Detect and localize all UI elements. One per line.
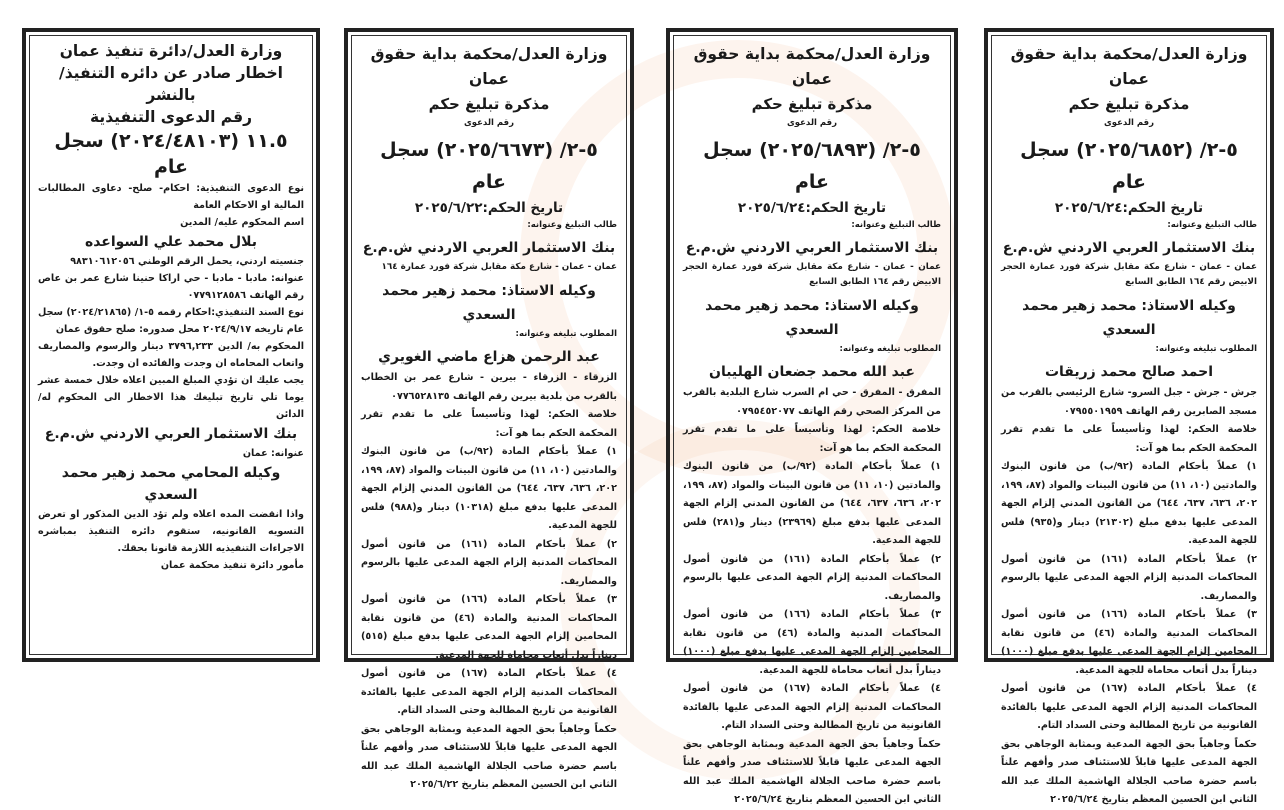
judgment-summary: خلاصة الحكم: لهذا وتأسيساً على ما تقدم تقرر المحكمة الحكم بما هو آت: [361,409,617,439]
case-number: ٥-٢/ (٢٠٢٥/٦٨٥٢) سجل عام [1020,139,1238,193]
case-number: ٥-٢/ (٢٠٢٥/٦٨٩٣) سجل عام [703,139,921,193]
case-label: رقم الدعوى [786,118,838,128]
notice-subtitle: اخطار صادر عن دائره التنفيذ/ بالنشر [59,64,283,104]
judgment-item: ٢) عملاً بأحكام المادة (١٦١) من قانون أصول المحاكمات المدنية إلزام الجهة المدعى عليها بالرسوم والمصاريف. [1001,553,1257,602]
case-label: رقم الدعوى [1103,118,1155,128]
judgment-item: ١) عملاً بأحكام المادة (٩٢/ب) من قانون البنوك والمادتين (١٠، ١١) من قانون البينات والمواد (٨٧، ١٩٩، ٢٠٢، ٦٣٦، ٦٣٧، ٦٤٤) من القانون المدني إلزام الجهة المدعى عليها بدفع مبلغ (٢٣٩٦٩) دينار و(٢٨١) فلس للجهة المدعية. [683,461,941,546]
judgment-summary: خلاصة الحكم: لهذا وتأسيساً على ما تقدم تقرر المحكمة الحكم بما هو آت: [683,424,941,454]
payment-demand: يجب عليك ان تؤدي المبلغ المبين اعلاه خلال خمسة عشر يوما تلي تاريخ تبليغك هذا الاخطار الى المحكوم له/ الدائن [38,375,304,420]
notice-title: وزارة العدل/محكمة بداية حقوق عمان [693,45,931,88]
requester-name: بنك الاستثمار العربي الاردني ش.م.ع [362,240,616,256]
agent-name: وكيله الاستاذ: محمد زهير محمد السعدي [1022,298,1236,338]
judgment-date: تاريخ الحكم:٢٠٢٥/٦/٢٤ [1054,200,1204,216]
judgment-item: ٤) عملاً بأحكام المادة (١٦٧) من قانون أصول المحاكمات المدنية إلزام الجهة المدعى عليها بالفائدة القانونية من تاريخ المطالبة وحتى السداد التام. [1001,683,1257,731]
respondent-name: عبد الرحمن هزاع ماضي الغويري [378,349,600,365]
creditor-name: بنك الاستثمار العربي الاردني ش.م.ع [44,426,298,442]
judgment-notice [666,28,958,805]
judgment-item: ١) عملاً بأحكام المادة (٩٢/ب) من قانون البنوك والمادتين (١٠، ١١) من قانون البينات والمواد (٨٧، ١٩٩، ٢٠٢، ٦٣٦، ٦٣٧، ٦٤٤) من القانون المدني إلزام الجهة المدعى عليها بدفع مبلغ (١٠٣١٨) دينار و(٩٨٨) فلس للجهة المدعية. [361,446,618,531]
requester-name: بنك الاستثمار العربي الاردني ش.م.ع [685,240,939,256]
notice-title: وزارة العدل/محكمة بداية حقوق عمان [370,45,608,88]
judgment-item: ٣) عملاً بأحكام المادة (١٦٦) من قانون أصول المحاكمات المدنية والمادة (٤٦) من قانون نقابة المحامين إلزام الجهة المدعى عليها بدفع مبلغ (٥١٥) ديناراً بدل أتعاب محاماة للجهة المدعية. [361,594,617,661]
judgment-closing: حكماً وجاهياً بحق الجهة المدعية وبمثابة الوجاهي بحق الجهة المدعى عليها قابلاً للاستئناف صدر وأفهم علناً باسم حضرة صاحب الجلالة الهاشمية الملك عبد الله الثاني ابن الحسين المعظم بتاريخ ٢٠٢٥/٦/٢٢ [361,723,617,790]
debtor-name: بلال محمد علي السواعده [84,234,258,250]
respondent-label: المطلوب تبليغه وعنوانه: [515,329,617,339]
judgment-notice [984,28,1274,805]
respondent-name: احمد صالح محمد زريقات [1044,364,1214,380]
judgment-item: ٣) عملاً بأحكام المادة (١٦٦) من قانون أصول المحاكمات المدنية والمادة (٤٦) من قانون نقابة المحامين إلزام الجهة المدعى عليها بدفع مبلغ (١٠٠٠) ديناراً بدل أتعاب محاماة للجهة المدعية. [683,609,941,676]
judgment-item: ٣) عملاً بأحكام المادة (١٦٦) من قانون أصول المحاكمات المدنية والمادة (٤٦) من قانون نقابة المحامين إلزام الجهة المدعى عليها بدفع مبلغ (١٠٠٠) ديناراً بدل أتعاب محاماة للجهة المدعية. [1001,609,1257,676]
respondent-name: عبد الله محمد جضعان الهليبان [709,364,915,380]
judgment-summary: خلاصة الحكم: لهذا وتأسيساً على ما تقدم تقرر المحكمة الحكم بما هو آت: [1001,424,1257,454]
judgment-closing: حكماً وجاهياً بحق الجهة المدعية وبمثابة الوجاهي بحق الجهة المدعى عليها قابلاً للاستئناف صدر وأفهم علناً باسم حضرة صاحب الجلالة الهاشمية الملك عبد الله الثاني ابن الحسين المعظم بتاريخ ٢٠٢٥/٦/٢٤ [683,738,941,805]
judgment-notice [344,28,634,790]
requester-label: طالب التبليغ وعنوانه: [851,220,941,230]
judgment-item: ٢) عملاً بأحكام المادة (١٦١) من قانون أصول المحاكمات المدنية إلزام الجهة المدعى عليها بالرسوم والمصاريف. [683,553,941,602]
case-number: ١١.٥ (٢٠٢٤/٤٨١٠٣) سجل عام [54,130,288,178]
debtor-label: اسم المحكوم عليه/ المدين [180,217,304,228]
notice-subtitle: مذكرة تبليغ حكم [428,95,550,113]
signature: مأمور دائرة تنفيذ محكمة عمان [160,560,304,571]
warning-text: واذا انقضت المده اعلاه ولم تؤد الدين المذكور او تعرض التسويه القانونيه، ستقوم دائره التنفيذ بمباشره الاجراءات التنفيذيه اللازمة قانونا بحقك. [38,509,304,554]
creditor-address: عنوانه: عمان [242,448,304,459]
case-number: ٥-٢/ (٢٠٢٥/٦٦٧٣) سجل عام [380,139,598,193]
debtor-nationality: جنسيته اردني، يحمل الرقم الوطني ٩٨٣١٠٦١٢٠٥٦ [70,256,304,267]
notice-title: وزارة العدل/دائرة تنفيذ عمان [59,42,283,60]
case-label: رقم الدعوى التنفيذية [89,108,253,126]
respondent-label: المطلوب تبليغه وعنوانه: [1155,344,1257,354]
execution-notice [22,28,320,662]
requester-address: عمان - عمان - شارع مكة مقابل شركة فورد عمارة الحجر الابيض رقم ١٦٤ الطابق السابع [1001,262,1257,287]
requester-address: عمان - عمان - شارع مكة مقابل شركة فورد عمارة الحجر الابيض رقم ١٦٤ الطابق السابع [683,262,941,287]
notice-subtitle: مذكرة تبليغ حكم [1068,95,1190,113]
judgment-item: ٤) عملاً بأحكام المادة (١٦٧) من قانون أصول المحاكمات المدنية إلزام الجهة المدعى عليها بالفائدة القانونية من تاريخ المطالبة وحتى السداد التام. [683,683,941,731]
judgment-item: ٤) عملاً بأحكام المادة (١٦٧) من قانون أصول المحاكمات المدنية إلزام الجهة المدعى عليها بالفائدة القانونية من تاريخ المطالبة وحتى السداد التام. [361,668,617,716]
case-label: رقم الدعوى [463,118,515,128]
execution-instrument: نوع السند التنفيذي:احكام رقمه ٥-١/ (٢٠٢٤/٢١٨٦٥) سجل عام تاريخه ٢٠٢٤/٩/١٧ محل صدوره: صلح حقوق عمان [38,307,304,335]
case-type: نوع الدعوى التنفيذية: احكام- صلح- دعاوى المطالبات المالية او الاحكام العامة [38,183,304,211]
judgment-date: تاريخ الحكم:٢٠٢٥/٦/٢٤ [737,200,887,216]
requester-label: طالب التبليغ وعنوانه: [1167,220,1257,230]
judgment-amount: المحكوم به/ الدين ٣٧٩٦,٢٣٣ دينار والرسوم والمصاريف واتعاب المحاماه ان وجدت والفائده ان وجدت. [38,341,304,369]
agent-name: وكيله الاستاذ: محمد زهير محمد السعدي [382,283,596,323]
requester-name: بنك الاستثمار العربي الاردني ش.م.ع [1002,240,1256,256]
notice-title: وزارة العدل/محكمة بداية حقوق عمان [1010,45,1248,88]
judgment-item: ١) عملاً بأحكام المادة (٩٢/ب) من قانون البنوك والمادتين (١٠، ١١) من قانون البينات والمواد (٨٧، ١٩٩، ٢٠٢، ٦٣٦، ٦٣٧، ٦٤٤) من القانون المدني إلزام الجهة المدعى عليها بدفع مبلغ (٢١٣٠٢) دينار و(٩٣٥) فلس للجهة المدعية. [1001,461,1258,546]
respondent-address: المفرق - المفرق - حي ام السرب شارع البلدية بالقرب من المركز الصحي رقم الهاتف ٠٧٩٥٤٥٢٠٧٧ [683,387,941,417]
respondent-address: جرش - جرش - جبل السرو- شارع الرئيسي بالقرب من مسجد الصابرين رقم الهاتف ٠٧٩٥٥٠١٩٥٩ [1001,387,1257,417]
respondent-address: الزرقاء - الزرقاء - بيرين - شارع عمر بن الخطاب بالقرب من بلدية بيرين رقم الهاتف ٠٧٧٦٥٢٨١٣٥ [361,372,617,402]
notice-subtitle: مذكرة تبليغ حكم [751,95,873,113]
creditor-agent: وكيله المحامي محمد زهير محمد السعدي [61,465,281,503]
judgment-date: تاريخ الحكم:٢٠٢٥/٦/٢٢ [414,200,564,216]
judgment-closing: حكماً وجاهياً بحق الجهة المدعية وبمثابة الوجاهي بحق الجهة المدعى عليها قابلاً للاستئناف صدر وأفهم علناً باسم حضرة صاحب الجلالة الهاشمية الملك عبد الله الثاني ابن الحسين المعظم بتاريخ ٢٠٢٥/٦/٢٤ [1001,738,1257,805]
judgment-item: ٢) عملاً بأحكام المادة (١٦١) من قانون أصول المحاكمات المدنية إلزام الجهة المدعى عليها بالرسوم والمصاريف. [361,538,617,587]
agent-name: وكيله الاستاذ: محمد زهير محمد السعدي [705,298,919,338]
requester-address: عمان - عمان - شارع مكة مقابل شركة فورد عمارة ١٦٤ [381,262,617,272]
respondent-label: المطلوب تبليغه وعنوانه: [839,344,941,354]
debtor-address: عنوانه: مادبا - مادبا - حي اراكا حنينا شارع عمر بن عاص رقم الهاتف ٠٧٧٩١٢٨٥٨٦ [38,273,304,301]
requester-label: طالب التبليغ وعنوانه: [527,220,617,230]
